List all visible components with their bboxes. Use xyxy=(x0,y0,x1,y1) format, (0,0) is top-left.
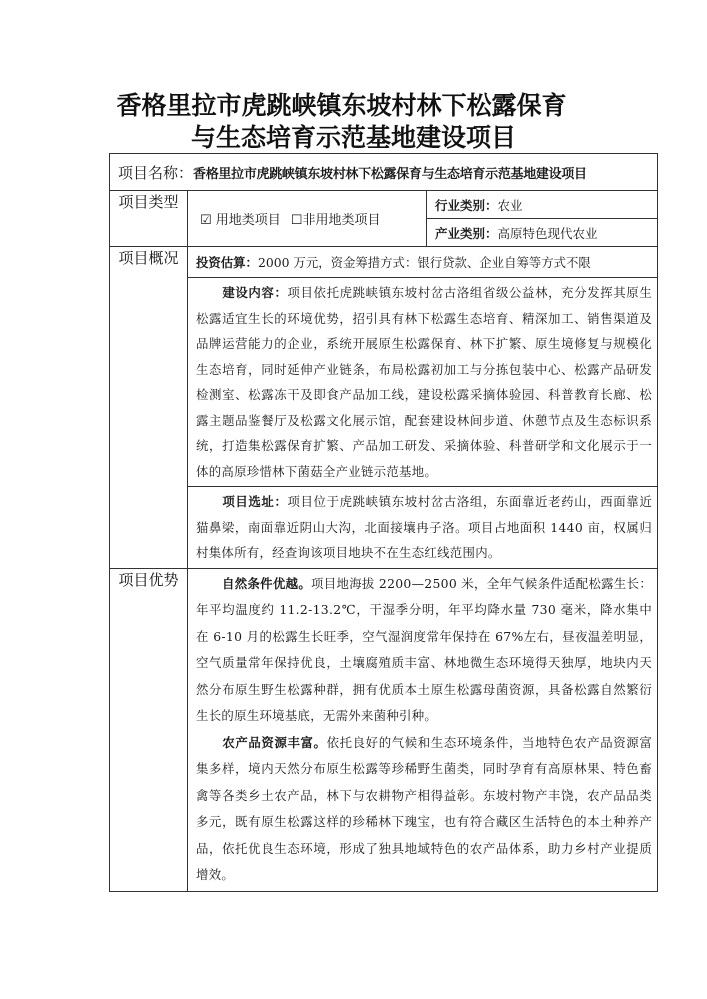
construction-content-row xyxy=(110,278,658,487)
site-row xyxy=(110,487,658,569)
site-value: 项目位于虎跳峡镇东坡村岔古洛组，东面靠近老药山，西面靠近猫鼻梁，南面靠近阴山大沟，北面接壤冉子洛。项目占地面积 1440 亩，权属归村集体所有，经查询该项目地块不在生态红线范围内。 xyxy=(196,494,653,560)
site-cell xyxy=(188,487,658,569)
advantages-cell xyxy=(188,568,658,891)
document-title-line-2: 与生态培育示范基地建设项目 xyxy=(190,123,516,152)
sector-category-value: 高原特色现代农业 xyxy=(497,225,598,241)
project-info-table xyxy=(109,153,658,892)
nature-value: 项目地海拔 2200—2500 米，全年气候条件适配松露生长：年平均温度约 11.2-13.2℃，干湿季分明，年平均降水量 730 毫米，降水集中在 6-10 月的松露生长旺季，空气湿润度常年保持在 67%左右，昼夜温差明显，空气质量常年保持优良，土壤腐殖质丰富、林地微生态环境得天独厚，地块内天然分布原生野生松露种群，拥有优质本土原生松露母菌资源，具备松露自然繁衍生长的原生环境基底，无需外来菌种引种。 xyxy=(196,575,653,723)
non-land-project-checkbox: ☐非用地类项目 xyxy=(290,213,381,228)
construction-content-cell xyxy=(188,278,658,487)
investment-row xyxy=(110,247,658,278)
advantages-label: 项目优势 xyxy=(110,568,188,891)
construction-content-label: 建设内容： xyxy=(222,285,288,300)
project-type-label: 项目类型 xyxy=(110,191,188,247)
industry-category-value: 农业 xyxy=(497,197,523,213)
project-name-cell xyxy=(110,154,658,191)
resource-paragraph xyxy=(196,730,652,889)
investment-label: 投资估算： xyxy=(196,255,258,270)
sector-category-cell xyxy=(427,219,658,247)
document-title-line-1: 香格里拉市虎跳峡镇东坡村林下松露保育 xyxy=(116,91,567,120)
project-type-row xyxy=(110,191,658,219)
project-name-label: 项目名称： xyxy=(118,163,194,182)
overview-label: 项目概况 xyxy=(110,247,188,569)
sector-category-label: 产业类别： xyxy=(435,225,498,241)
resource-value: 依托良好的气候和生态环境条件，当地特色农产品资源富集多样，境内天然分布原生松露等珍稀野生菌类，同时孕育有高原林果、特色畜禽等各类乡土农产品，林下与农耕物产相得益彰。东坡村物产丰饶，农产品品类多元，既有原生松露这样的珍稀林下瑰宝，也有符合藏区生活特色的本土种养产品，依托优良生态环境，形成了独具地域特色的农产品体系，助力乡村产业提质增效。 xyxy=(196,734,653,882)
investment-value: 2000 万元，资金筹措方式：银行贷款、企业自筹等方式不限 xyxy=(257,255,591,270)
industry-category-cell xyxy=(427,191,658,219)
advantages-row xyxy=(110,568,658,891)
site-label: 项目选址： xyxy=(222,494,288,509)
project-type-options xyxy=(188,191,427,247)
land-project-checkbox: ☑ 用地类项目 xyxy=(200,213,281,228)
construction-content-value: 项目依托虎跳峡镇东坡村岔古洛组省级公益林，充分发挥其原生松露适宜生长的环境优势，招引具有林下松露生态培育、精深加工、销售渠道及品牌运营能力的企业，系统开展原生松露保育、林下扩繁、原生境修复与规模化生态培育，同时延伸产业链条，布局松露初加工与分拣包装中心、松露产品研发检测室、松露冻干及即食产品加工线，建设松露采摘体验园、科普教育长廊、松露主题品鉴餐厅及松露文化展示馆，配套建设林间步道、休憩节点及生态标识系统，打造集松露保育扩繁、产品加工研发、采摘体验、科普研学和文化展示于一体的高原珍惜林下菌菇全产业链示范基地。 xyxy=(196,285,653,479)
project-name-value: 香格里拉市虎跳峡镇东坡村林下松露保育与生态培育示范基地建设项目 xyxy=(193,166,587,182)
resource-label: 农产品资源丰富。 xyxy=(222,734,327,750)
industry-category-label: 行业类别： xyxy=(435,197,498,213)
nature-paragraph xyxy=(196,571,652,730)
nature-label: 自然条件优越。 xyxy=(222,575,312,591)
project-name-row xyxy=(110,154,658,191)
investment-cell xyxy=(188,247,658,278)
